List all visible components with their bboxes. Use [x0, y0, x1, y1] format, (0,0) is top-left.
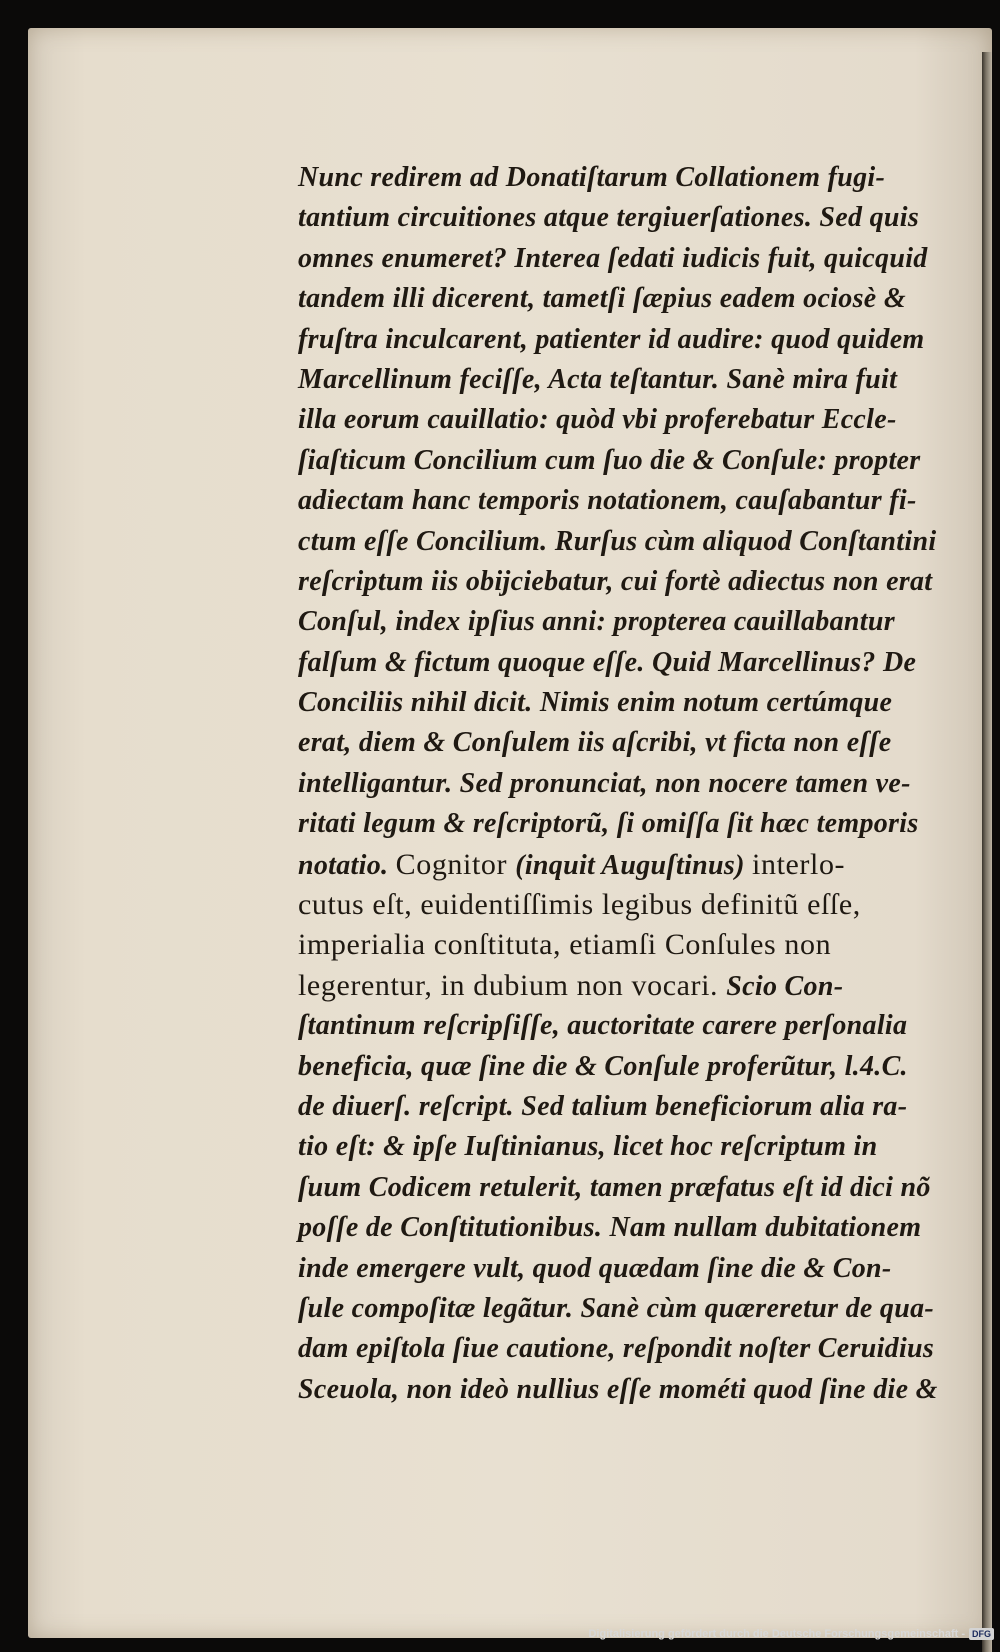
- text-segment: Cognitor: [395, 847, 516, 881]
- text-line: [298, 1006, 974, 1046]
- text-segment: ſule compoſitæ legãtur. Sanè cùm quæreretur de qua-: [298, 1292, 934, 1324]
- text-segment: poſſe de Conſtitutionibus. Nam nullam dubitationem: [298, 1212, 922, 1244]
- text-segment: ſuum Codicem retulerit, tamen præfatus eſt id dici nõ: [298, 1171, 931, 1203]
- text-line: [298, 885, 974, 925]
- text-line: [298, 1208, 974, 1248]
- text-line: [298, 320, 974, 360]
- text-line: [298, 804, 974, 844]
- text-line: [298, 925, 974, 965]
- text-segment: tantium circuitiones atque tergiuerſationes. Sed quis: [298, 202, 920, 234]
- text-line: [298, 1370, 974, 1410]
- text-line: [298, 400, 974, 440]
- text-segment: erat, diem & Conſulem iis aſcribi, vt ficta non eſſe: [298, 727, 892, 759]
- text-line: [298, 845, 974, 885]
- text-line: [298, 764, 974, 804]
- text-line: [298, 1249, 974, 1289]
- text-segment: Conſul, index ipſius anni: propterea cauillabantur: [298, 606, 895, 638]
- text-segment: omnes enumeret? Interea ſedati iudicis fuit, quicquid: [298, 242, 928, 274]
- text-line: [298, 279, 974, 319]
- text-line: [298, 683, 974, 723]
- text-line: [298, 723, 974, 763]
- text-segment: tio eſt: & ipſe Iuſtinianus, licet hoc reſcriptum in: [298, 1131, 878, 1163]
- text-line: [298, 643, 974, 683]
- text-line: [298, 1168, 974, 1208]
- text-segment: (inquit Auguſtinus): [515, 849, 753, 881]
- page-edge: [982, 52, 992, 1652]
- dfg-logo: DFG: [969, 1628, 994, 1640]
- body-text: [298, 158, 974, 1410]
- text-line: [298, 1087, 974, 1127]
- text-segment: reſcriptum iis obijciebatur, cui fortè adiectus non erat: [298, 565, 933, 597]
- text-line: [298, 441, 974, 481]
- text-line: [298, 1329, 974, 1369]
- text-line: [298, 1127, 974, 1167]
- text-segment: Sceuola, non ideò nullius eſſe mométi quod ſine die &: [298, 1373, 938, 1405]
- text-line: [298, 158, 974, 198]
- text-segment: ſiaſticum Concilium cum ſuo die & Conſule: propter: [298, 444, 921, 476]
- footer-credit: Digitalisierung gefördert durch die Deutsche Forschungsgemeinschaft -: [588, 1628, 965, 1640]
- text-segment: Scio Con-: [726, 970, 844, 1002]
- text-segment: interlo-: [752, 847, 846, 881]
- book-page: [28, 28, 992, 1638]
- text-line: [298, 562, 974, 602]
- text-line: [298, 1047, 974, 1087]
- text-segment: Conciliis nihil dicit. Nimis enim notum certúmque: [298, 687, 893, 719]
- text-line: [298, 481, 974, 521]
- text-segment: adiectam hanc temporis notationem, cauſabantur fi-: [298, 485, 917, 517]
- text-line: [298, 198, 974, 238]
- text-segment: Marcellinum feciſſe, Acta teſtantur. Sanè mira fuit: [298, 363, 898, 395]
- text-segment: inde emergere vult, quod quædam ſine die & Con-: [298, 1252, 892, 1284]
- digitization-footer: [588, 1626, 994, 1642]
- text-line: [298, 966, 974, 1006]
- text-segment: Nunc redirem ad Donatiſtarum Collationem fugi-: [298, 162, 886, 193]
- text-segment: ſtantinum reſcripſiſſe, auctoritate carere perſonalia: [298, 1010, 908, 1042]
- text-segment: illa eorum cauillatio: quòd vbi proferebatur Eccle-: [298, 404, 897, 436]
- text-segment: intelligantur. Sed pronunciat, non nocere tamen ve-: [298, 767, 911, 799]
- text-line: [298, 239, 974, 279]
- text-segment: fruſtra inculcarent, patienter id audire: quod quidem: [298, 323, 925, 355]
- text-segment: tandem illi dicerent, tametſi ſæpius eadem ociosè &: [298, 283, 906, 315]
- text-line: [298, 1289, 974, 1329]
- text-line: [298, 602, 974, 642]
- text-line: [298, 522, 974, 562]
- text-segment: ritati legum & reſcriptorũ, ſi omiſſa ſit hæc temporis: [298, 808, 919, 840]
- text-segment: notatio.: [298, 849, 396, 881]
- text-segment: de diuerſ. reſcript. Sed talium beneficiorum alia ra-: [298, 1090, 908, 1122]
- text-segment: dam epiſtola ſiue cautione, reſpondit noſter Ceruidius: [298, 1333, 935, 1365]
- text-segment: cutus eſt, euidentiſſimis legibus definitũ eſſe,: [298, 888, 861, 922]
- text-segment: legerentur, in dubium non vocari.: [298, 968, 727, 1002]
- text-segment: ctum eſſe Concilium. Rurſus cùm aliquod Conſtantini: [298, 525, 937, 557]
- text-segment: falſum & fictum quoque eſſe. Quid Marcellinus? De: [298, 646, 917, 678]
- text-line: [298, 360, 974, 400]
- text-segment: imperialia conſtituta, etiamſi Conſules non: [298, 928, 832, 962]
- text-segment: beneficia, quæ ſine die & Conſule proferũtur, l.4.C.: [298, 1050, 908, 1082]
